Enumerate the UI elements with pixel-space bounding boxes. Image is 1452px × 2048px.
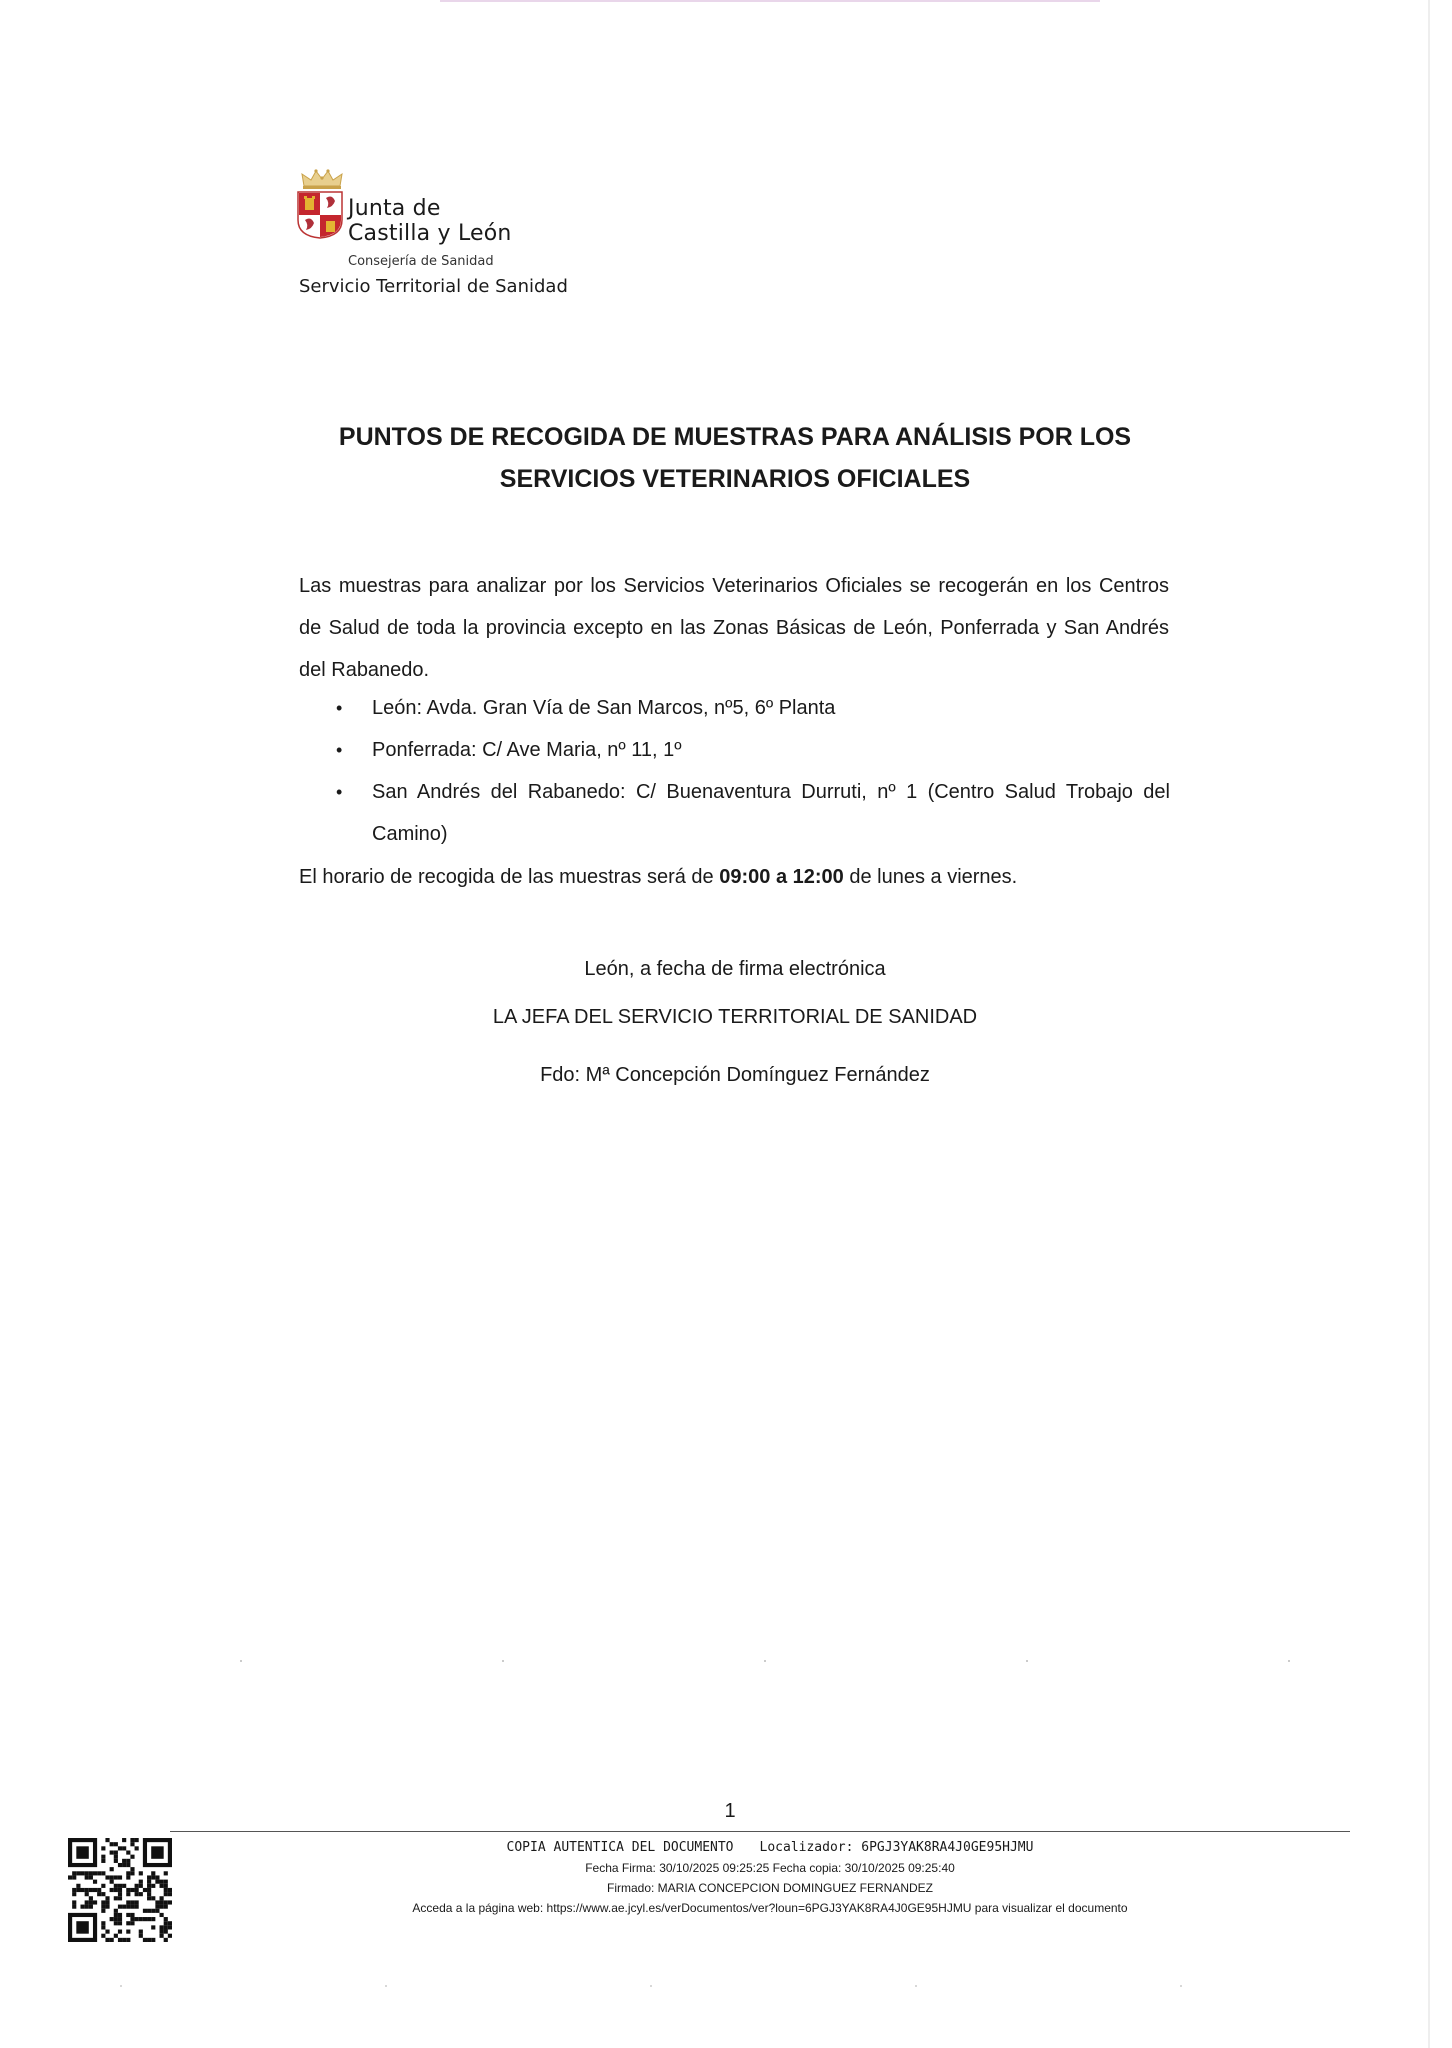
bullet-icon: • [336, 740, 343, 760]
brand-line-2: Castilla y León [348, 221, 512, 246]
list-item-text: León: Avda. Gran Vía de San Marcos, nº5, 6º Planta [372, 697, 836, 719]
scan-speckles [240, 1660, 1340, 1664]
signature-dates: Fecha Firma: 30/10/2025 09:25:25 Fecha copia: 30/10/2025 09:25:40 [585, 1861, 955, 1875]
verification-url[interactable]: Acceda a la página web: https://www.ae.jcyl.es/verDocumentos/ver?loun=6PGJ3YAK8RA4J0GE95HJMU para visualizar el documento [412, 1901, 1128, 1915]
intro-paragraph: Las muestras para analizar por los Servicios Veterinarios Oficiales se recogerán en los Centros de Salud de toda la provincia excepto en las Zonas Básicas de León, Ponferrada y San Andrés del Rabanedo. [299, 575, 1169, 681]
list-item [336, 771, 1170, 855]
bullet-icon: • [336, 698, 343, 718]
schedule-paragraph [299, 856, 1017, 898]
bullet-icon: • [336, 782, 343, 802]
copy-label: COPIA AUTENTICA DEL DOCUMENTO [506, 1840, 734, 1855]
list-item [336, 687, 1170, 729]
qr-code-icon[interactable] [68, 1838, 172, 1942]
crown-icon [300, 168, 344, 190]
schedule-suffix: de lunes a viernes. [843, 866, 1018, 888]
coat-of-arms-icon [296, 190, 344, 240]
signature-place-date: León, a fecha de firma electrónica [584, 958, 886, 980]
servicio-label: Servicio Territorial de Sanidad [299, 276, 568, 297]
page-number: 1 [724, 1800, 736, 1822]
signature-role: LA JEFA DEL SERVICIO TERRITORIAL DE SANIDAD [492, 1006, 978, 1028]
consejeria-label: Consejería de Sanidad [348, 254, 494, 269]
title-line-2: SERVICIOS VETERINARIOS OFICIALES [499, 465, 971, 493]
scan-right-edge [1428, 0, 1430, 2048]
schedule-prefix: El horario de recogida de las muestras será de [299, 866, 720, 888]
signature-name: Fdo: Mª Concepción Domínguez Fernández [540, 1064, 930, 1086]
title-line-1: PUNTOS DE RECOGIDA DE MUESTRAS PARA ANÁLISIS POR LOS [338, 423, 1132, 451]
scan-speckles-bottom [120, 1985, 1220, 1989]
list-item-text: San Andrés del Rabanedo: C/ Buenaventura Durruti, nº 1 (Centro Salud Trobajo del Camino) [372, 781, 1170, 845]
locator-code: Localizador: 6PGJ3YAK8RA4J0GE95HJMU [759, 1840, 1034, 1855]
collection-points-list [336, 687, 1170, 855]
copy-line [340, 1838, 1200, 1858]
scan-top-edge [440, 0, 1100, 2]
brand-line-1: Junta de [348, 196, 441, 221]
list-item [336, 729, 1170, 771]
signed-by: Firmado: MARIA CONCEPCION DOMINGUEZ FERNANDEZ [606, 1881, 934, 1895]
footer-divider [170, 1831, 1350, 1832]
document-title [300, 416, 1170, 500]
list-item-text: Ponferrada: C/ Ave Maria, nº 11, 1º [372, 739, 682, 761]
verification-footer [340, 1838, 1200, 1918]
schedule-hours: 09:00 a 12:00 [719, 866, 844, 888]
